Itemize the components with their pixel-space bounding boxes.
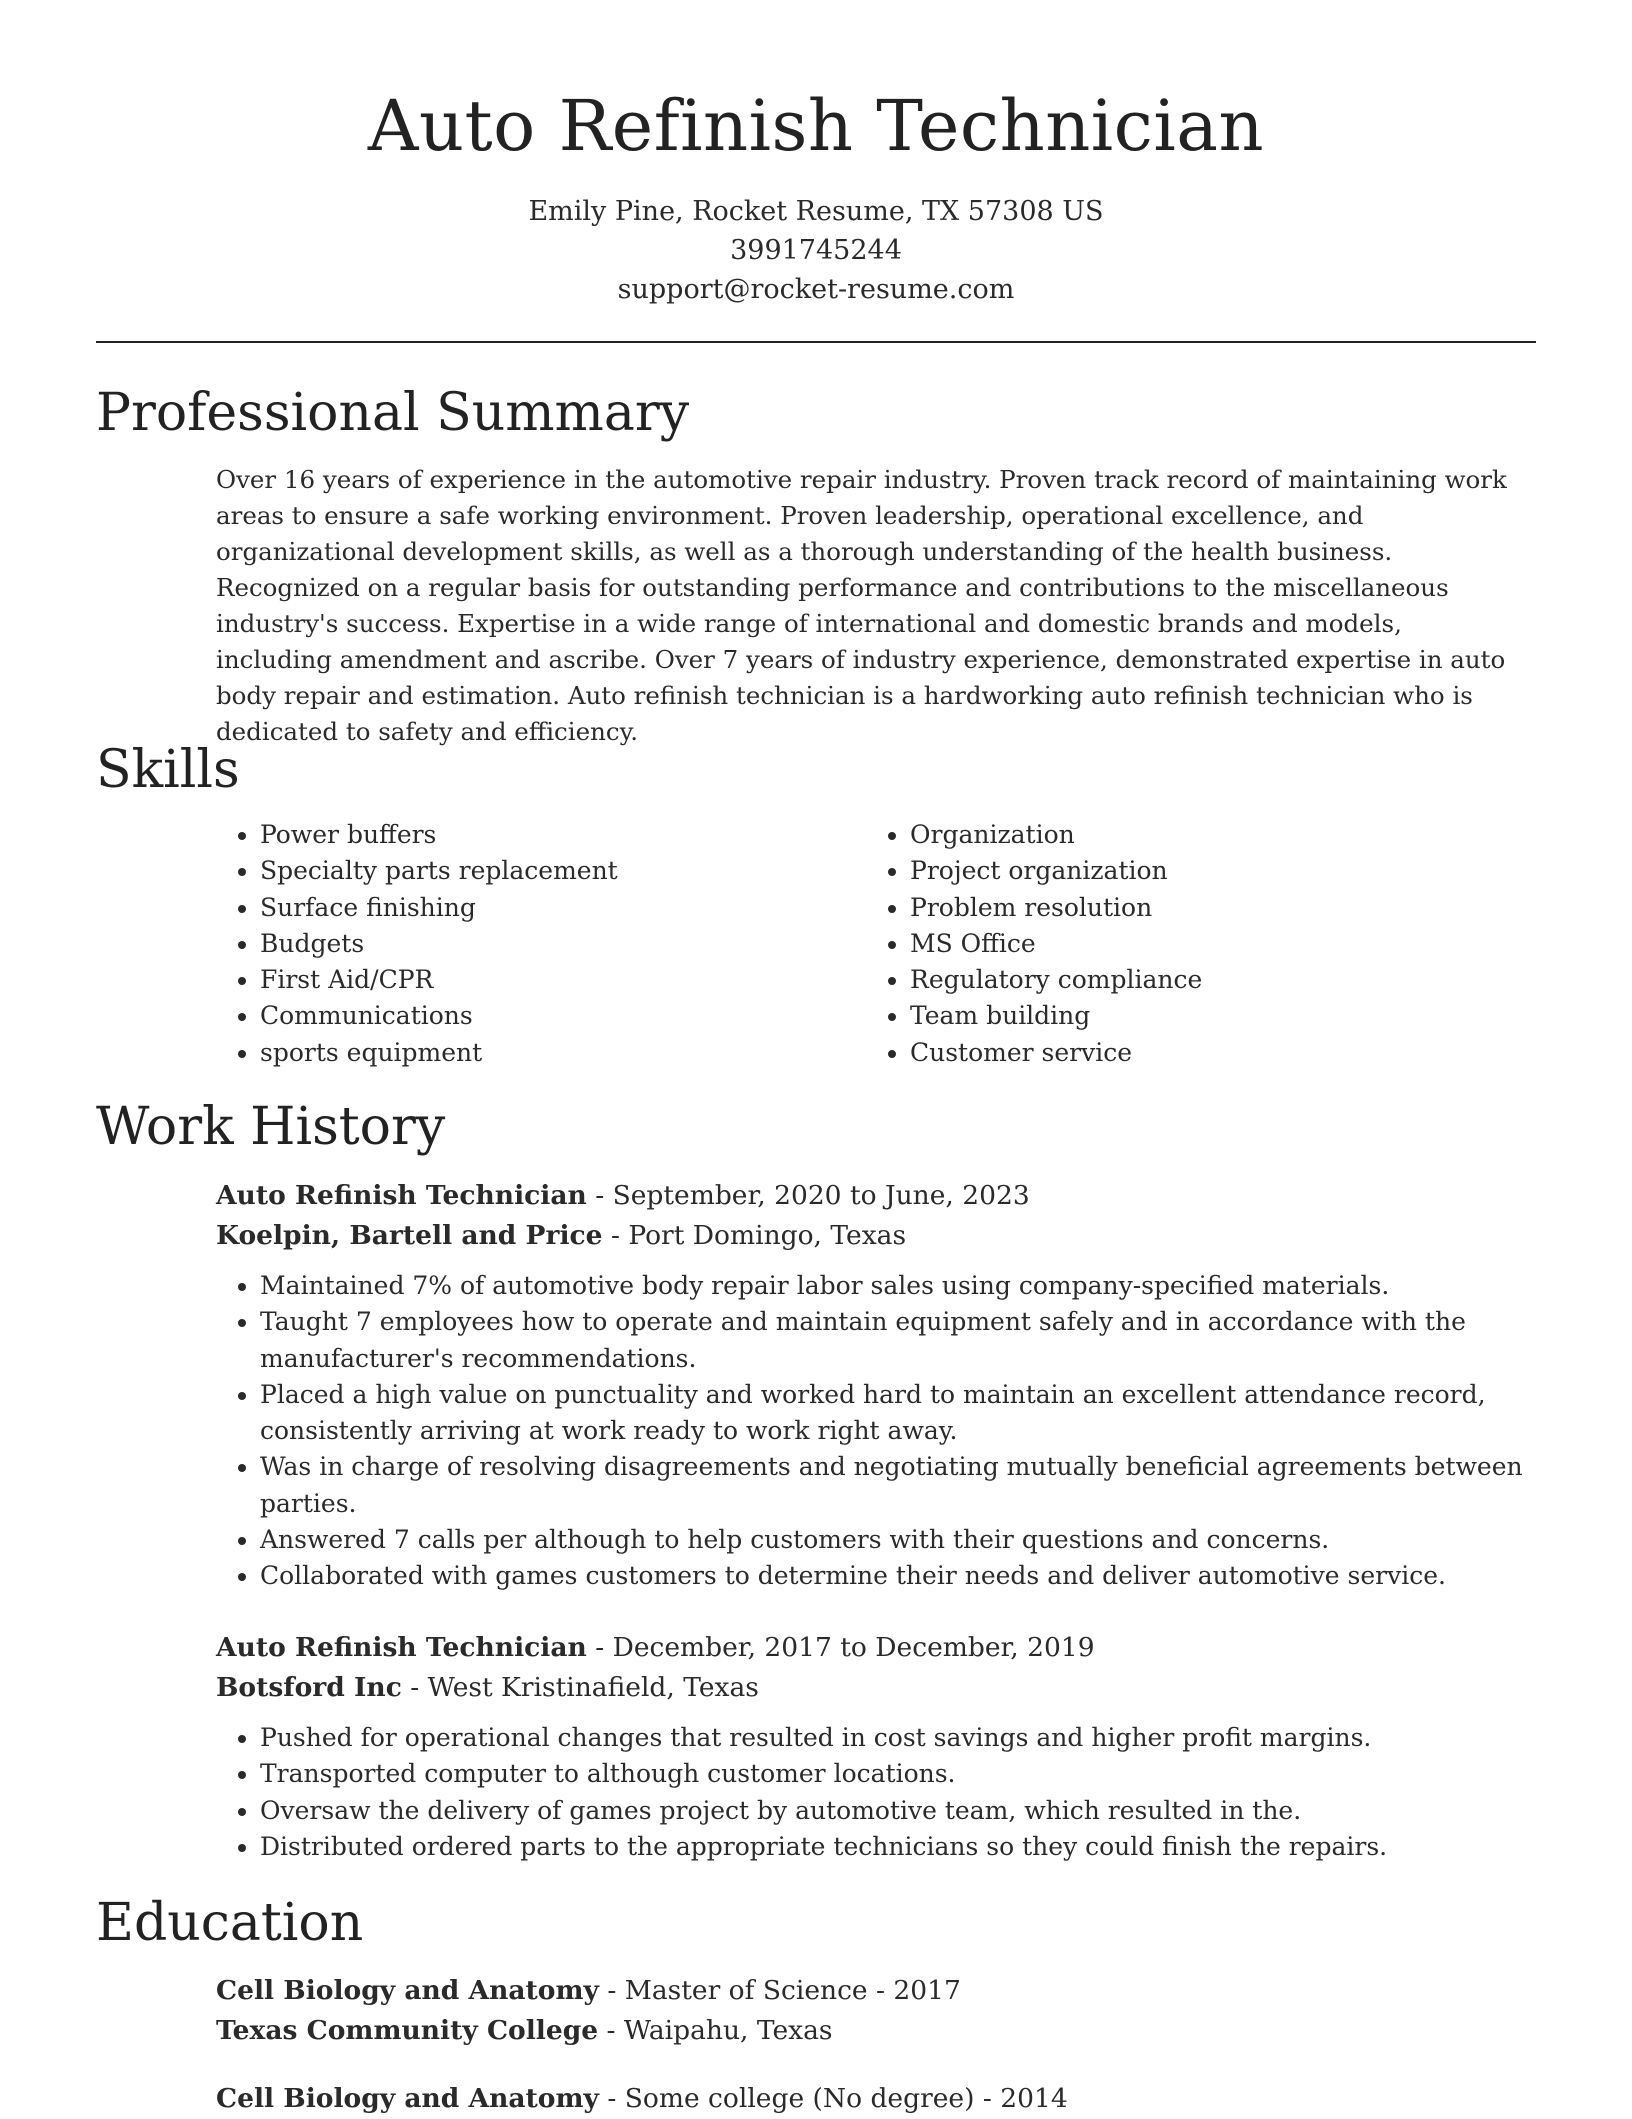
skill-item: • Team building [910,998,1466,1034]
skills-heading: Skills [96,740,240,800]
education-degree-line [216,2079,1536,2119]
skill-item: • Specialty parts replacement [260,853,816,889]
education-degree-line [216,1971,1536,2011]
work-heading: Work History [96,1097,446,1157]
job-bullet: • Oversaw the delivery of games project by automotive team, which resulted in the. [260,1793,1536,1829]
job-company-line [216,1216,1536,1256]
education-field: Cell Biology and Anatomy [216,1975,599,2006]
education-field: Cell Biology and Anatomy [216,2083,599,2114]
summary-heading: Professional Summary [96,383,690,443]
job-company: Botsford Inc [216,1672,402,1703]
job-dates: - December, 2017 to December, 2019 [586,1632,1095,1663]
skill-item: • First Aid/CPR [260,962,816,998]
job-title-line [216,1176,1536,1216]
skill-item: • Project organization [910,853,1466,889]
skill-item: • MS Office [910,926,1466,962]
job-bullet: • Maintained 7% of automotive body repair labor sales using company-specified materials. [260,1268,1536,1304]
job-bullets [216,1268,1536,1595]
skill-item: • Regulatory compliance [910,962,1466,998]
skill-item: • Problem resolution [910,890,1466,926]
job-bullet: • Answered 7 calls per although to help customers with their questions and concerns. [260,1522,1536,1558]
job-bullet: • Taught 7 employees how to operate and maintain equipment safely and in accordance with the manufacturer's recommendations. [260,1304,1536,1377]
contact-address: Emily Pine, Rocket Resume, TX 57308 US [528,196,1104,227]
job-company: Koelpin, Bartell and Price [216,1220,603,1251]
education-entry [216,2079,1536,2119]
skills-right-column [866,817,1466,1071]
job-bullets [216,1720,1536,1865]
skill-item: • Surface finishing [260,890,816,926]
education-degree-year: - Some college (No degree) - 2014 [598,2083,1068,2114]
contact-email: support@rocket-resume.com [617,274,1015,305]
resume-title: Auto Refinish Technician [367,85,1265,167]
job-location: - Port Domingo, Texas [602,1220,907,1251]
education-entry [216,1971,1536,2051]
resume-header [0,0,1632,309]
skill-item: • Customer service [910,1035,1466,1071]
education-school-line [216,2011,1536,2051]
job-company-line [216,1668,1536,1708]
job-bullet: • Placed a high value on punctuality and worked hard to maintain an excellent attendance record, consistently arriving at work ready to work right away. [260,1377,1536,1450]
job-bullet: • Pushed for operational changes that resulted in cost savings and higher profit margins. [260,1720,1536,1756]
job-bullet: • Collaborated with games customers to determine their needs and deliver automotive service. [260,1558,1536,1594]
skills-left-column [216,817,816,1071]
skill-item: • Organization [910,817,1466,853]
education-location: - Waipahu, Texas [598,2015,833,2046]
education-degree-year: - Master of Science - 2017 [598,1975,961,2006]
job-dates: - September, 2020 to June, 2023 [586,1180,1030,1211]
summary-text: Over 16 years of experience in the automotive repair industry. Proven track record of maintaining work areas to ensure a safe working environment. Proven leadership, operational excellence, and organizational development skills, as well as a thorough understanding of the health business. Recognized on a regular basis for outstanding performance and contributions to the miscellaneous industry's success. Expertise in a wide range of international and domestic brands and models, including amendment and ascribe. Over 7 years of industry experience, demonstrated expertise in auto body repair and estimation. Auto refinish technician is a hardworking auto refinish technician who is dedicated to safety and efficiency. [216,465,1507,746]
job-title-line [216,1628,1536,1668]
contact-block [0,192,1632,309]
job-title: Auto Refinish Technician [216,1632,587,1663]
job-bullet: • Transported computer to although customer locations. [260,1756,1536,1792]
contact-phone: 3991745244 [730,235,902,266]
skill-item: • Power buffers [260,817,816,853]
skill-item: • Communications [260,998,816,1034]
job-title: Auto Refinish Technician [216,1180,587,1211]
job-entry [216,1176,1536,1595]
education-heading: Education [96,1893,364,1953]
education-school: Texas Community College [216,2015,599,2046]
job-bullet: • Distributed ordered parts to the appropriate technicians so they could finish the repairs. [260,1829,1536,1865]
skill-item: • sports equipment [260,1035,816,1071]
skill-item: • Budgets [260,926,816,962]
job-bullet: • Was in charge of resolving disagreements and negotiating mutually beneficial agreements between parties. [260,1449,1536,1522]
header-divider [96,341,1536,343]
job-entry [216,1628,1536,1865]
job-location: - West Kristinafield, Texas [401,1672,759,1703]
